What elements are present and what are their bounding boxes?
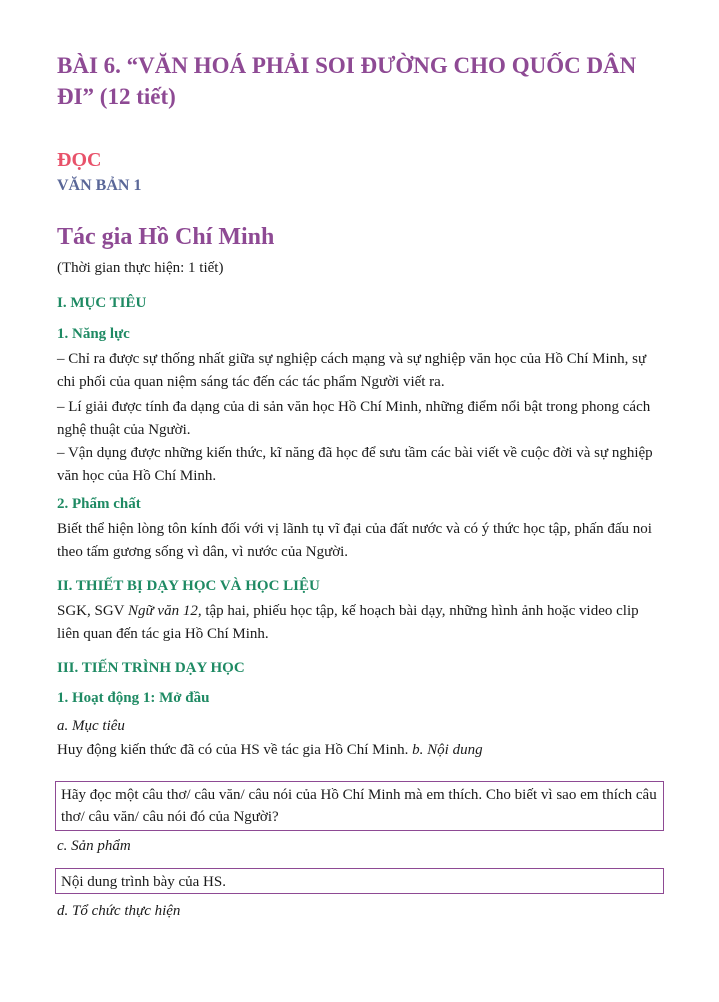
equipment-text xyxy=(57,600,663,646)
quality-heading: 2. Phẩm chất xyxy=(57,496,141,512)
section-label: ĐỌC xyxy=(57,149,102,171)
equipment-text-end: tập hai, phiếu học tập, kế hoạch bài dạy, những hình ảnh hoặc video clip liên quan đến tác gia Hồ Chí Minh. xyxy=(57,603,639,642)
content-task-box: Hãy đọc một câu thơ/ câu văn/ câu nói của Hồ Chí Minh mà em thích. Cho biết vì sao em thích câu thơ/ câu văn/ câu nói đó của Người? xyxy=(55,781,664,831)
equipment-heading: II. THIẾT BỊ DẠY HỌC VÀ HỌC LIỆU xyxy=(57,578,320,594)
activity1-heading: 1. Hoạt động 1: Mở đầu xyxy=(57,690,210,706)
organize-label: d. Tổ chức thực hiện xyxy=(57,903,181,919)
objectives-heading: I. MỤC TIÊU xyxy=(57,295,147,311)
competence-item-1: – Chỉ ra được sự thống nhất giữa sự nghiệp cách mạng và sự nghiệp văn học của Hồ Chí Minh, sự chi phối của quan niệm sáng tác đến các tác phẩm Người viết ra. xyxy=(57,351,647,390)
textbook-title: Ngữ văn 12, xyxy=(128,603,202,619)
process-heading: III. TIẾN TRÌNH DẠY HỌC xyxy=(57,660,245,676)
competence-heading: 1. Năng lực xyxy=(57,326,130,342)
product-box: Nội dung trình bày của HS. xyxy=(55,868,664,894)
equipment-text-start: SGK, SGV xyxy=(57,603,128,619)
content-label: b. Nội dung xyxy=(412,742,483,758)
goal-label: a. Mục tiêu xyxy=(57,718,125,734)
competence-item-2: – Lí giải được tính đa dạng của di sản văn học Hồ Chí Minh, những điểm nổi bật trong phong cách nghệ thuật của Người. xyxy=(57,399,651,438)
text-label: VĂN BẢN 1 xyxy=(57,177,142,194)
product-label: c. Sản phẩm xyxy=(57,838,131,854)
lesson-title: BÀI 6. “VĂN HOÁ PHẢI SOI ĐƯỜNG CHO QUỐC DÂN ĐI” (12 tiết) xyxy=(57,53,637,109)
author-title: Tác gia Hồ Chí Minh xyxy=(57,224,275,250)
goal-text: Huy động kiến thức đã có của HS về tác gia Hồ Chí Minh. xyxy=(57,742,409,758)
duration-note: (Thời gian thực hiện: 1 tiết) xyxy=(57,260,224,276)
competence-item-3: – Vận dụng được những kiến thức, kĩ năng đã học để sưu tầm các bài viết về cuộc đời và sự nghiệp văn học của Hồ Chí Minh. xyxy=(57,445,653,484)
goal-line xyxy=(57,742,483,759)
quality-text: Biết thể hiện lòng tôn kính đối với vị lãnh tụ vĩ đại của đất nước và có ý thức học tập, phấn đấu noi theo tấm gương sống vì dân, vì nước của Người. xyxy=(57,521,652,560)
